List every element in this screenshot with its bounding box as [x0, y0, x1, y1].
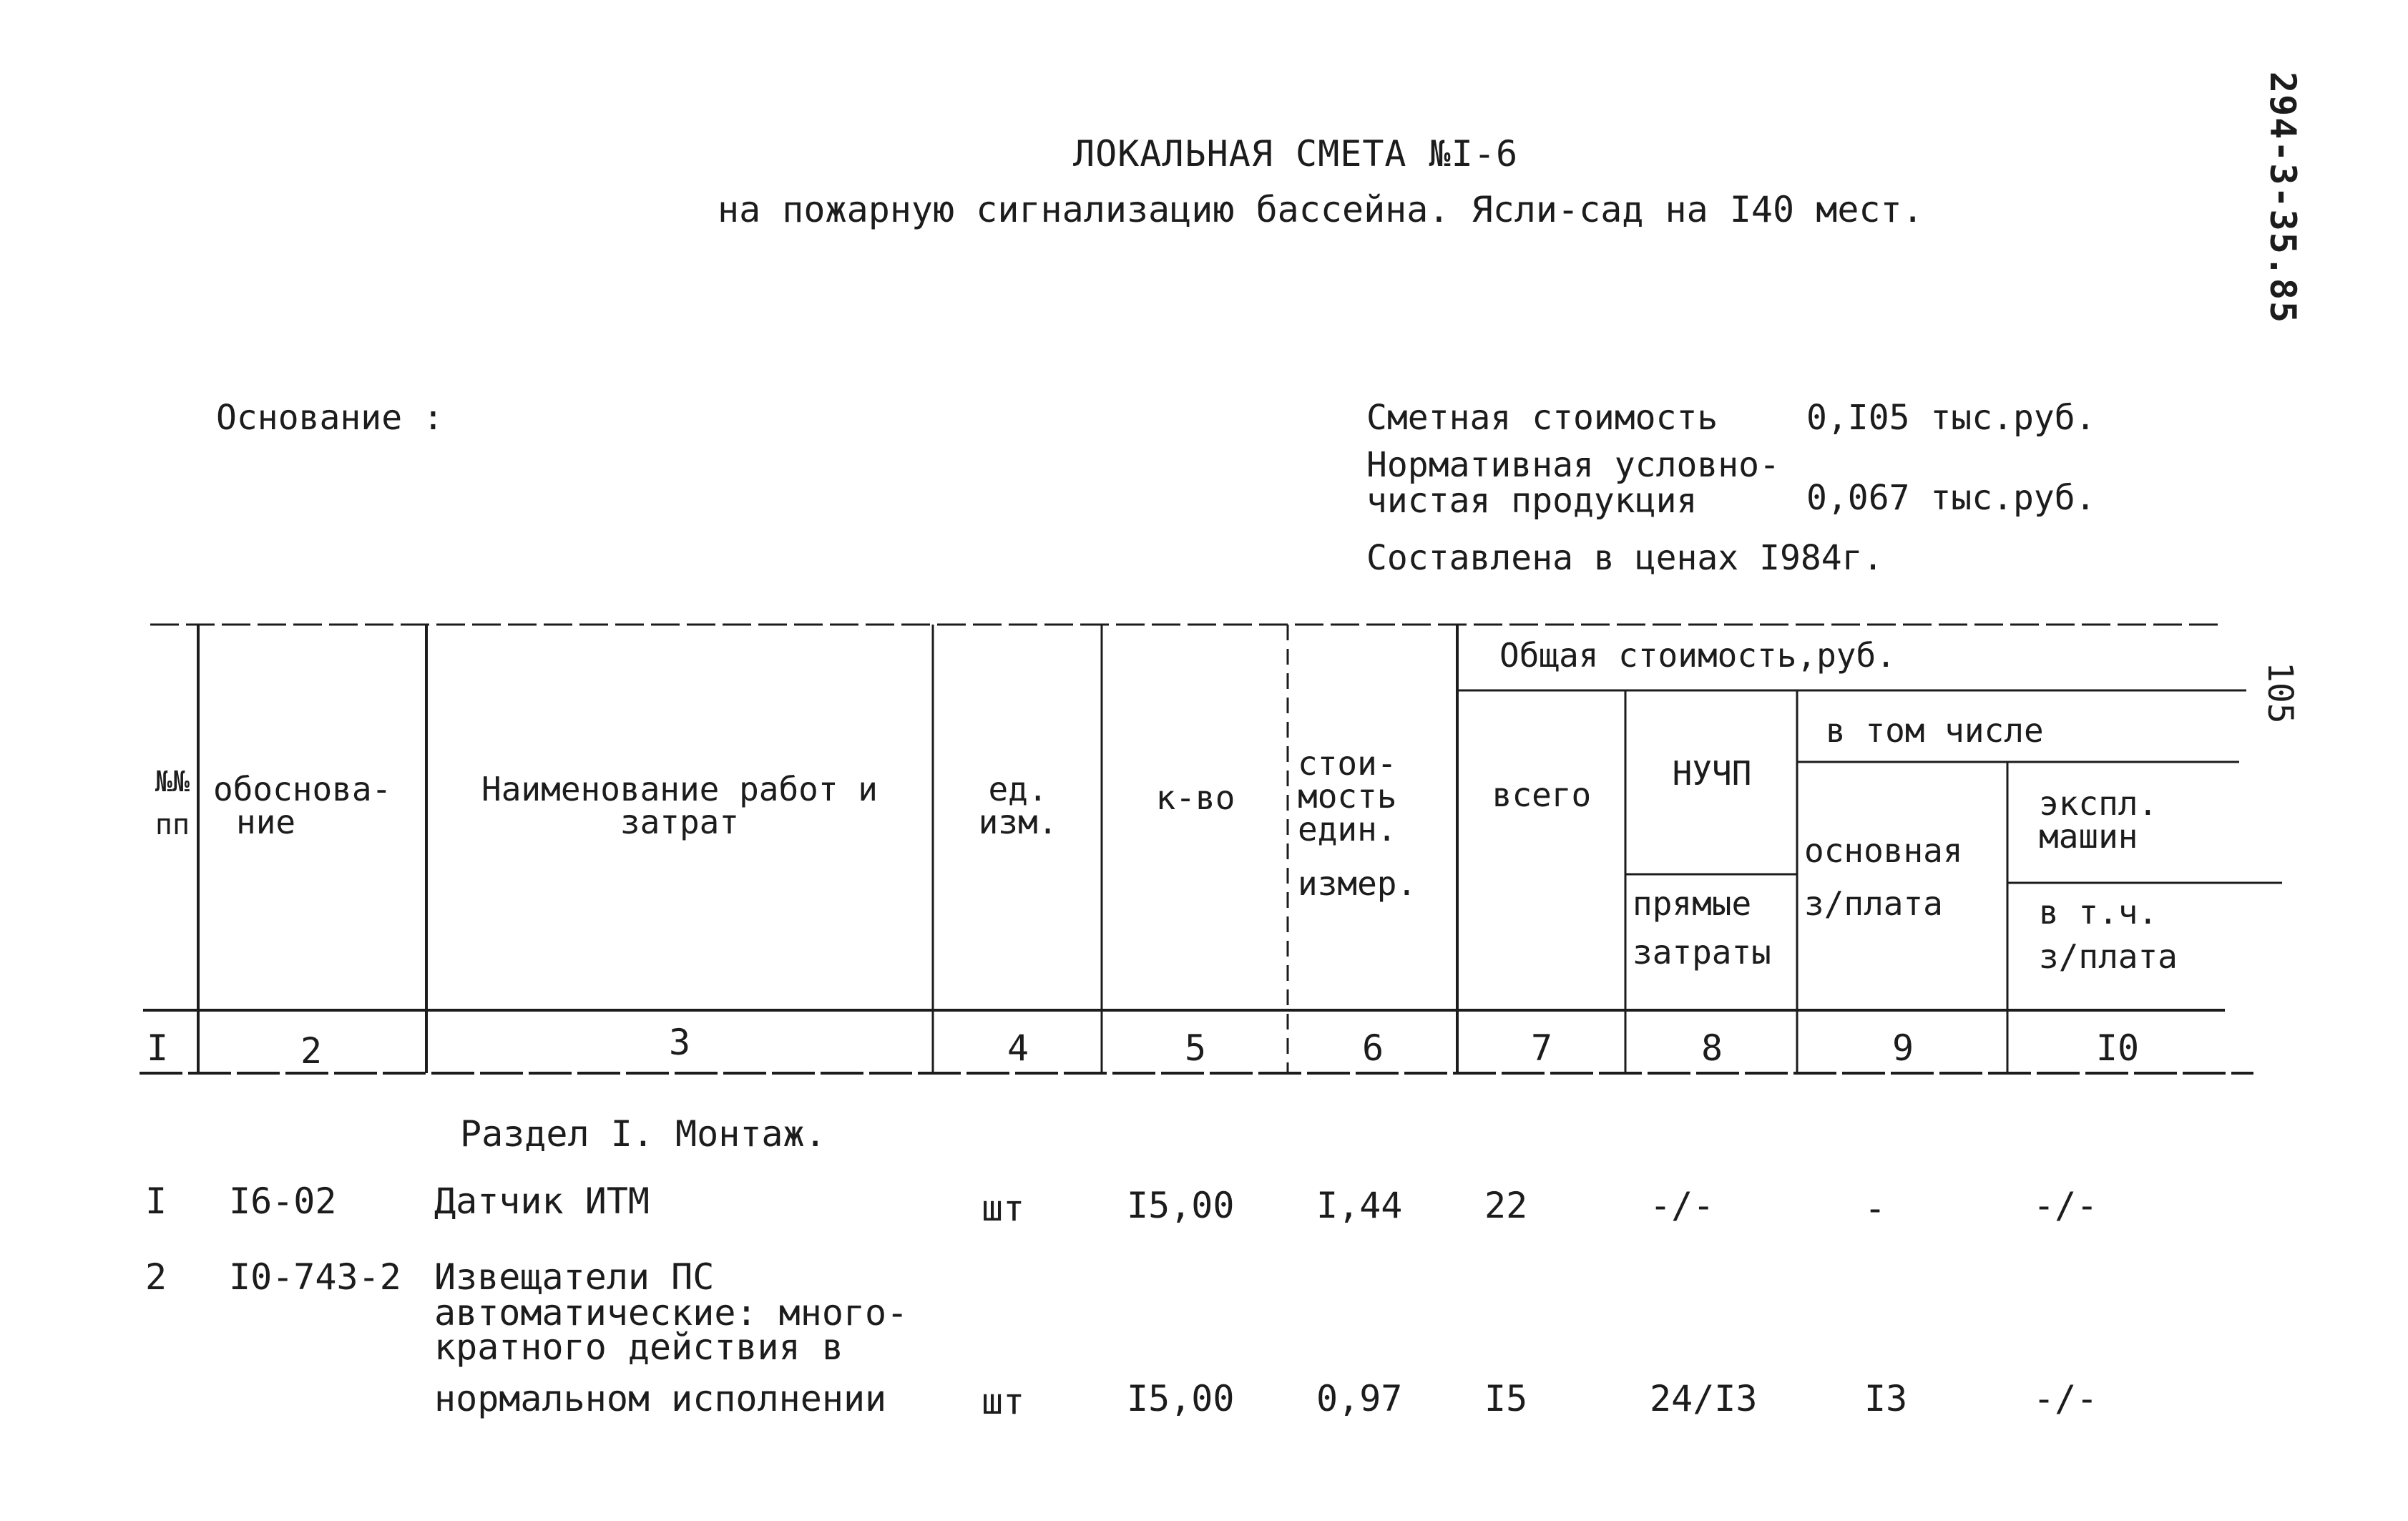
row-base-wage: -	[1864, 1188, 1886, 1229]
header-col6-line3: един.	[1298, 810, 1397, 848]
column-number: 3	[668, 1022, 691, 1063]
page-title: ЛОКАЛЬНАЯ СМЕТА №I-6	[1073, 133, 1519, 175]
prices-note: Составлена в ценах I984г.	[1366, 538, 1884, 578]
header-col9-line2: з/плата	[1804, 884, 1943, 923]
header-col7: всего	[1492, 776, 1592, 814]
column-number: 2	[300, 1030, 323, 1072]
header-col10-top-line1: экспл.	[2039, 784, 2158, 823]
row-unit-cost: I,44	[1316, 1185, 1403, 1226]
header-col8-line1: прямые	[1633, 884, 1752, 923]
row-name-line: автоматические: много-	[434, 1292, 909, 1334]
row-qty: I5,00	[1127, 1378, 1235, 1419]
row-nuchp: -/-	[1650, 1185, 1715, 1226]
page-number: 105	[2260, 662, 2300, 724]
page-subtitle: на пожарную сигнализацию бассейна. Ясли-сад на I40 мест.	[718, 189, 1924, 230]
header-col6-line2: мость	[1298, 777, 1397, 816]
normative-value: 0,067 тыс.руб.	[1806, 478, 2096, 518]
column-number: 7	[1530, 1027, 1553, 1069]
column-number: 4	[1007, 1027, 1029, 1069]
row-unit-cost: 0,97	[1316, 1378, 1403, 1419]
document-code: 294-3-35.85	[2262, 72, 2304, 325]
row-machines: -/-	[2033, 1378, 2098, 1419]
row-unit: шт	[982, 1188, 1025, 1229]
column-number: 8	[1700, 1027, 1723, 1069]
row-number: I	[145, 1180, 167, 1222]
column-number: I	[146, 1027, 169, 1069]
header-col1-line1: №№	[155, 766, 190, 798]
header-col10-line2: з/плата	[2039, 937, 2178, 976]
header-col8-top: НУЧП	[1672, 754, 1752, 793]
header-col10-top-line2: машин	[2039, 817, 2138, 856]
header-col4-line1: ед.	[988, 770, 1048, 808]
header-group-total: Общая стоимость,руб.	[1499, 636, 1896, 675]
row-name-line: Извещатели ПС	[434, 1256, 715, 1298]
normative-label-line2: чистая продукция	[1366, 481, 1698, 521]
header-col4-line2: изм.	[978, 803, 1058, 841]
row-total: 22	[1484, 1185, 1528, 1226]
header-group-including: в том числе	[1826, 711, 2044, 750]
column-number: I0	[2095, 1027, 2140, 1069]
row-qty: I5,00	[1127, 1185, 1235, 1226]
row-basis: I6-02	[229, 1180, 337, 1222]
row-name-line: Датчик ИТМ	[434, 1180, 650, 1222]
estimated-cost-value: 0,I05 тыс.руб.	[1806, 398, 2096, 438]
row-unit: шт	[982, 1381, 1025, 1422]
column-number: 6	[1361, 1027, 1384, 1069]
row-name-line: нормальном исполнении	[434, 1378, 887, 1419]
header-col5: к-во	[1155, 778, 1235, 817]
header-col10-line1: в т.ч.	[2039, 893, 2158, 931]
row-name-line: кратного действия в	[434, 1326, 843, 1368]
row-number: 2	[145, 1256, 167, 1298]
header-col2-line2: ние	[236, 803, 296, 841]
header-col2-line1: обоснова-	[213, 770, 392, 808]
column-number: 5	[1184, 1027, 1207, 1069]
header-col6-line4: измер.	[1298, 864, 1417, 903]
row-total: I5	[1484, 1378, 1528, 1419]
header-col8-line2: затраты	[1633, 933, 1771, 972]
estimated-cost-label: Сметная стоимость	[1366, 398, 1718, 438]
header-col3-line1: Наименование работ и	[481, 770, 878, 808]
column-number: 9	[1891, 1027, 1914, 1069]
normative-label-line1: Нормативная условно-	[1366, 445, 1780, 485]
header-col9-line1: основная	[1804, 831, 1963, 870]
section-title: Раздел I. Монтаж.	[460, 1113, 826, 1155]
header-col3-line2: затрат	[620, 803, 740, 841]
header-col1-line2: пп	[155, 808, 190, 841]
row-basis: I0-743-2	[229, 1256, 401, 1298]
row-nuchp: 24/I3	[1650, 1378, 1758, 1419]
row-base-wage: I3	[1864, 1378, 1908, 1419]
row-machines: -/-	[2033, 1185, 2098, 1226]
basis-label: Основание :	[216, 398, 444, 438]
header-col6-line1: стои-	[1298, 744, 1397, 783]
